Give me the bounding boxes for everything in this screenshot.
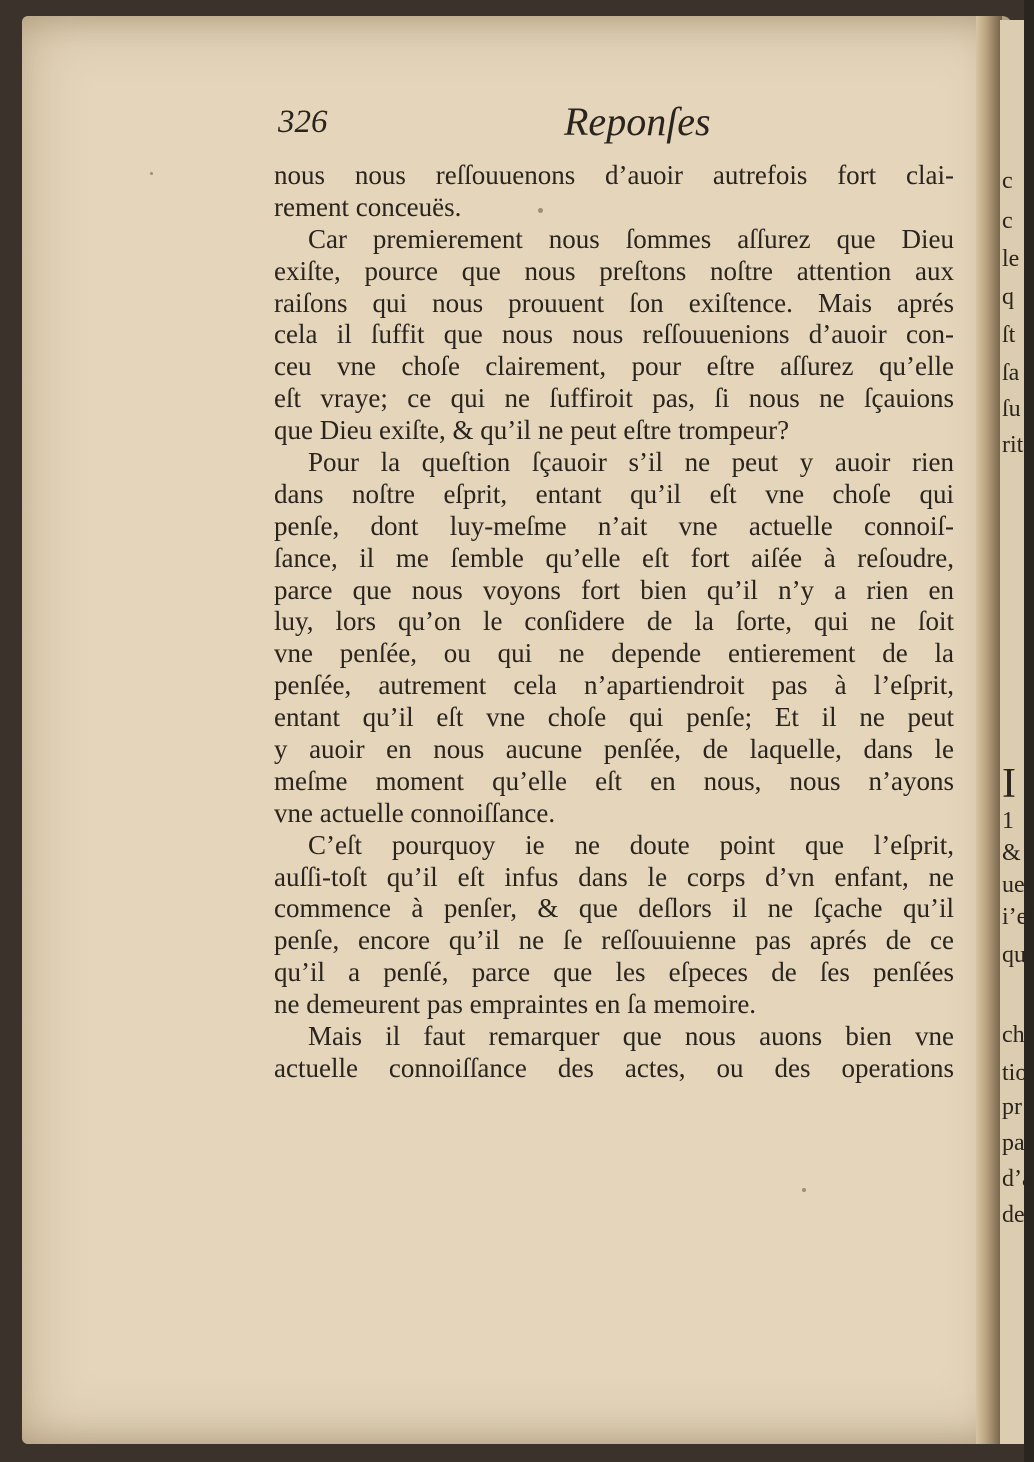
- text-line: penſe, dont luy-meſme n’ait vne actuelle connoiſ-: [274, 510, 954, 541]
- text-line: nous nous reſſouuenons d’auoir autrefois fort clai-: [274, 160, 954, 190]
- facing-fragment: q: [1002, 284, 1014, 310]
- text-line: qu’il a penſé, parce que les eſpeces de ſes penſées: [274, 957, 954, 988]
- text-line: Pour la queſtion ſçauoir s’il ne peut y auoir rien: [308, 447, 954, 478]
- facing-fragment: pr: [1002, 1094, 1022, 1120]
- text-line: meſme moment qu’elle eſt en nous, nous n’ayons: [274, 765, 954, 796]
- text-line: ceu vne choſe clairement, pour eſtre aſſurez qu’elle: [274, 351, 954, 382]
- text-line: rement conceuës.: [274, 191, 462, 222]
- facing-fragment: qu: [1002, 942, 1026, 968]
- facing-fragment: ſu: [1002, 396, 1021, 422]
- text-line: que Dieu exiſte, & qu’il ne peut eſtre trompeur?: [274, 415, 790, 446]
- running-title: Reponſes: [564, 99, 711, 144]
- text-line: ne demeurent pas empraintes en ſa memoire.: [274, 989, 757, 1020]
- text-line: entant qu’il eſt vne choſe qui penſe; Et il ne peut: [274, 702, 954, 733]
- text-line: Car premierement nous ſommes aſſurez que Dieu: [308, 223, 954, 254]
- facing-fragment: 1: [1002, 808, 1014, 834]
- facing-page-edge: [1000, 20, 1034, 1444]
- text-line: auſſi-toſt qu’il eſt infus dans le corps d’vn enfant, ne: [274, 861, 954, 892]
- text-line: Mais il faut remarquer que nous auons bien vne: [308, 1021, 954, 1052]
- text-line: exiſte, pource que nous preſtons noſtre attention aux: [274, 255, 954, 286]
- text-line: eſt vraye; ce qui ne ſuffiroit pas, ſi nous ne ſçauions: [274, 383, 954, 414]
- text-line: raiſons qui nous prouuent ſon exiſtence. Mais aprés: [274, 287, 954, 318]
- facing-fragment: uel: [1002, 872, 1032, 898]
- text-line: commence à penſer, & que deſlors il ne ſçache qu’il: [274, 893, 954, 924]
- body-text: [274, 160, 954, 1085]
- facing-fragment: ſt: [1002, 322, 1016, 348]
- facing-fragment: rit: [1002, 432, 1024, 458]
- text-line: penſe, encore qu’il ne ſe reſſouuienne pas aprés de ce: [274, 925, 954, 956]
- text-line: C’eſt pourquoy ie ne doute point que l’eſprit,: [308, 829, 954, 860]
- text-line: y auoir en nous aucune penſée, de laquelle, dans le: [274, 734, 954, 765]
- text-line: dans noſtre eſprit, entant qu’il eſt vne choſe qui: [274, 478, 954, 509]
- page-number: 326: [278, 104, 328, 140]
- book-gutter: [976, 16, 1002, 1444]
- text-line: luy, lors qu’on le conſidere de la ſorte, qui ne ſoit: [274, 606, 954, 637]
- text-line: ſance, il me ſemble qu’elle eſt fort aiſée à reſoudre,: [274, 542, 954, 573]
- facing-fragment: i’eſ: [1002, 904, 1034, 930]
- text-line: vne penſée, ou qui ne depende entierement de la: [274, 638, 954, 669]
- facing-fragment: c: [1002, 208, 1013, 234]
- ink-blot: [150, 172, 153, 175]
- text-line: cela il ſuffit que nous nous reſſouuenions d’auoir con-: [274, 319, 954, 350]
- text-line: parce que nous voyons fort bien qu’il n’y a rien en: [274, 574, 954, 605]
- page-header: [274, 94, 954, 142]
- facing-fragment: de: [1002, 1202, 1025, 1228]
- facing-fragment: &: [1002, 840, 1021, 866]
- text-line: penſée, autrement cela n’apartiendroit pas à l’eſprit,: [274, 670, 954, 701]
- facing-fragment: pa: [1002, 1130, 1025, 1156]
- text-line: actuelle connoiſſance des actes, ou des operations: [274, 1052, 954, 1083]
- text-line: vne actuelle connoiſſance.: [274, 797, 556, 828]
- facing-fragment: ch: [1002, 1022, 1025, 1048]
- facing-fragment: ſa: [1002, 360, 1020, 386]
- ink-blot: [538, 208, 543, 213]
- facing-fragment: tio: [1002, 1060, 1028, 1086]
- facing-fragment: c: [1002, 168, 1013, 194]
- facing-fragment: I: [1002, 761, 1016, 807]
- facing-fragment: d’a: [1002, 1166, 1033, 1192]
- ink-blot: [802, 1188, 806, 1192]
- facing-fragment: le: [1002, 246, 1020, 272]
